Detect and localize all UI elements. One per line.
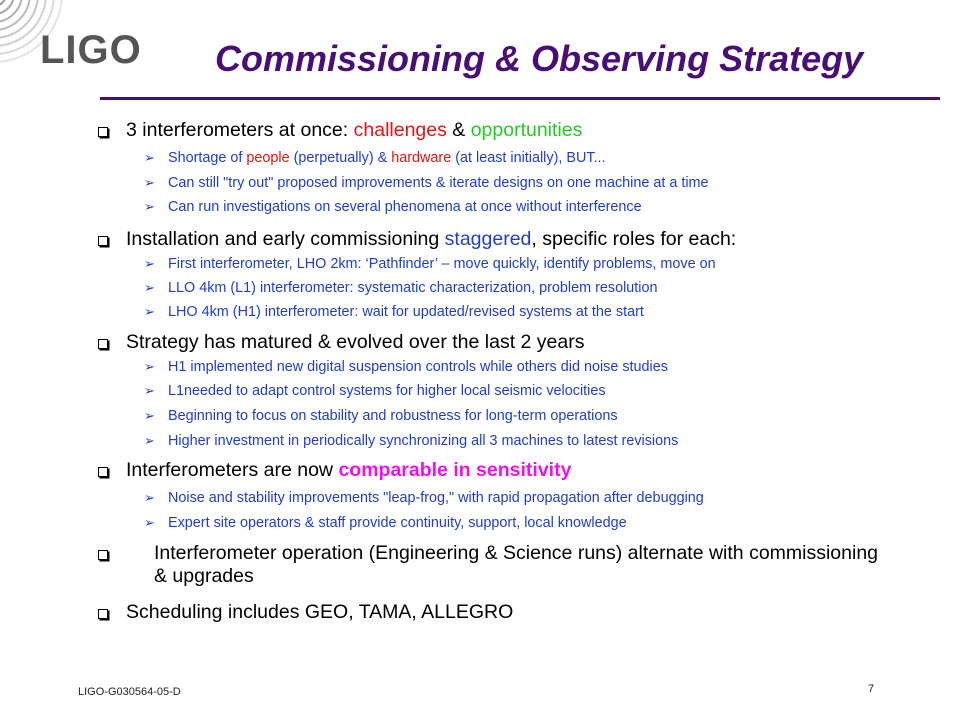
slide-title: Commissioning & Observing Strategy xyxy=(215,38,864,79)
arrow-bullet-icon: ➢ xyxy=(144,304,155,319)
sub-bullet-text: Higher investment in periodically synchronizing all 3 machines to latest revisions xyxy=(168,433,679,449)
bullet-text xyxy=(126,459,571,482)
arrow-bullet-icon: ➢ xyxy=(144,199,155,214)
sub-bullet-text: H1 implemented new digital suspension controls while others did noise studies xyxy=(168,359,668,375)
bullet-text xyxy=(126,228,736,251)
sub-bullet-text: L1needed to adapt control systems for higher local seismic velocities xyxy=(168,383,606,399)
title-divider xyxy=(100,97,940,100)
square-bullet-icon xyxy=(98,550,108,560)
bullet-interferometer-operation xyxy=(98,542,879,588)
text-segment: (at least initially), BUT... xyxy=(451,150,606,166)
highlight-staggered: staggered xyxy=(444,228,532,250)
bullet-text xyxy=(126,119,582,142)
text-segment: Interferometers are now xyxy=(126,459,339,481)
arrow-bullet-icon: ➢ xyxy=(144,490,155,505)
sub-bullet-text xyxy=(168,149,606,167)
square-bullet-icon xyxy=(98,236,108,246)
square-bullet-icon xyxy=(98,467,108,477)
text-segment: , specific roles for each: xyxy=(531,228,737,250)
bullet-text: Scheduling includes GEO, TAMA, ALLEGRO xyxy=(126,601,514,623)
highlight-sensitivity: comparable in sensitivity xyxy=(338,459,572,481)
document-id: LIGO-G030564-05-D xyxy=(78,686,181,698)
text-segment: Shortage of xyxy=(168,150,247,166)
square-bullet-icon xyxy=(98,609,108,619)
sub-bullet-text: Can run investigations on several phenomena at once without interference xyxy=(168,199,642,215)
highlight-hardware: hardware xyxy=(391,150,452,166)
arrow-bullet-icon: ➢ xyxy=(144,256,155,271)
text-segment: 3 interferometers at once: xyxy=(126,119,354,141)
sub-bullet-text: Expert site operators & staff provide continuity, support, local knowledge xyxy=(168,515,627,531)
text-segment: (perpetually) & xyxy=(289,150,392,166)
arrow-bullet-icon: ➢ xyxy=(144,383,155,398)
arrow-bullet-icon: ➢ xyxy=(144,433,155,448)
sub-bullet-text: Can still "try out" proposed improvements & iterate designs on one machine at a time xyxy=(168,175,709,191)
square-bullet-icon xyxy=(98,339,108,349)
sub-bullet-text: First interferometer, LHO 2km: ‘Pathfinder’ – move quickly, identify problems, move on xyxy=(168,256,716,272)
sub-bullet-text: LHO 4km (H1) interferometer: wait for updated/revised systems at the start xyxy=(168,304,644,320)
text-segment: & xyxy=(446,119,471,141)
sub-bullet-text: LLO 4km (L1) interferometer: systematic characterization, problem resolution xyxy=(168,280,658,296)
ligo-logo-text: LIGO xyxy=(40,28,142,72)
highlight-people: people xyxy=(246,150,290,166)
highlight-opportunities: opportunities xyxy=(470,119,583,141)
arrow-bullet-icon: ➢ xyxy=(144,150,155,165)
arrow-bullet-icon: ➢ xyxy=(144,359,155,374)
arrow-bullet-icon: ➢ xyxy=(144,515,155,530)
arrow-bullet-icon: ➢ xyxy=(144,408,155,423)
bullet-text: Interferometer operation (Engineering & Science runs) alternate with commissioning & upgrades xyxy=(154,542,879,587)
bullet-text: Strategy has matured & evolved over the last 2 years xyxy=(126,331,585,353)
page-number: 7 xyxy=(868,683,875,695)
sub-bullet-text: Beginning to focus on stability and robustness for long-term operations xyxy=(168,408,618,424)
arrow-bullet-icon: ➢ xyxy=(144,280,155,295)
square-bullet-icon xyxy=(98,127,108,137)
sub-bullet-text: Noise and stability improvements "leap-frog," with rapid propagation after debugging xyxy=(168,490,704,506)
highlight-challenges: challenges xyxy=(353,119,447,141)
text-segment: Installation and early commissioning xyxy=(126,228,445,250)
arrow-bullet-icon: ➢ xyxy=(144,175,155,190)
